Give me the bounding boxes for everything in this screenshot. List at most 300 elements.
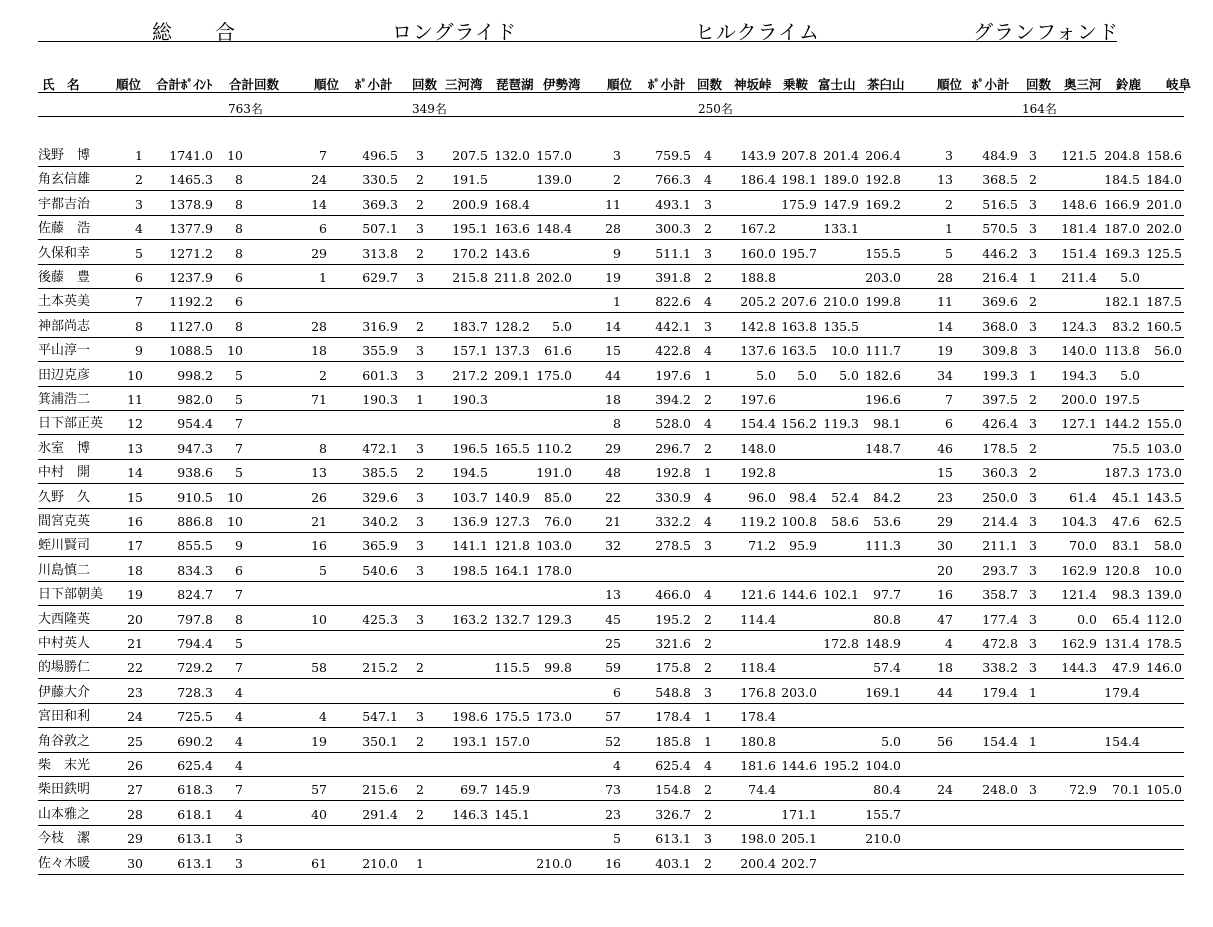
table-cell: 855.5 [177,538,213,553]
table-cell: 16 [605,856,621,871]
table-cell: 192.8 [655,465,691,480]
table-cell: 178.0 [536,563,572,578]
participant-name: 川島慎二 [38,563,91,578]
table-cell: 74.4 [748,782,776,797]
table-cell: 141.1 [452,538,488,553]
table-cell: 4 [704,294,712,309]
table-cell: 137.3 [494,343,530,358]
table-cell: 148.6 [1061,197,1097,212]
table-cell: 368.0 [982,319,1018,334]
table-cell: 13 [311,465,327,480]
table-cell: 211.4 [1061,270,1097,285]
table-cell: 113.8 [1104,343,1140,358]
table-cell: 332.2 [655,514,691,529]
overall-rank: 19 [127,587,143,602]
table-cell: 44 [937,685,953,700]
overall-rank: 26 [127,758,143,773]
table-cell: 330.5 [362,172,398,187]
participant-name: 宇都吉治 [38,197,91,212]
table-cell: 2 [704,392,712,407]
table-cell: 194.3 [1061,368,1097,383]
row-separator [38,288,1184,289]
table-cell: 201.4 [823,148,859,163]
table-cell: 104.0 [865,758,901,773]
table-cell: 7 [235,416,243,431]
row-separator [38,459,1184,460]
overall-rank: 2 [135,172,143,187]
table-cell: 199.3 [982,368,1018,383]
table-cell: 182.1 [1104,294,1140,309]
overall-rank: 11 [127,392,143,407]
table-cell: 44 [605,368,621,383]
table-cell: 11 [605,197,621,212]
column-header: 伊勢湾 [543,77,581,92]
row-separator [38,190,1184,191]
table-cell: 173.0 [536,709,572,724]
table-cell: 124.3 [1061,319,1097,334]
table-cell: 1088.5 [169,343,213,358]
table-cell: 204.8 [1104,148,1140,163]
table-cell: 119.3 [823,416,859,431]
row-separator [38,630,1184,631]
overall-rank: 13 [127,441,143,456]
table-cell: 6 [235,563,243,578]
table-cell: 192.8 [865,172,901,187]
table-cell: 163.5 [781,343,817,358]
table-cell: 625.4 [655,758,691,773]
table-cell: 102.1 [823,587,859,602]
participant-count: 763名 [228,102,263,116]
table-cell: 105.0 [1146,782,1182,797]
table-cell: 133.1 [823,221,859,236]
table-cell: 28 [311,319,327,334]
table-cell: 70.0 [1069,538,1097,553]
table-cell: 10 [227,514,243,529]
table-cell: 516.5 [982,197,1018,212]
table-cell: 29 [311,246,327,261]
table-cell: 146.0 [1146,660,1182,675]
overall-rank: 3 [135,197,143,212]
table-cell: 119.2 [740,514,776,529]
table-cell: 96.0 [748,490,776,505]
table-cell: 1192.2 [169,294,213,309]
table-cell: 794.4 [177,636,213,651]
table-cell: 3 [416,221,424,236]
table-cell: 1 [1029,734,1037,749]
table-cell: 80.8 [873,612,901,627]
table-cell: 728.3 [177,685,213,700]
overall-rank: 24 [127,709,143,724]
table-cell: 3 [1029,636,1037,651]
table-cell: 194.5 [452,465,488,480]
table-cell: 154.8 [655,782,691,797]
table-cell: 2 [1029,172,1037,187]
table-cell: 47.9 [1112,660,1140,675]
count-underline [38,116,1184,117]
table-cell: 75.5 [1112,441,1140,456]
table-cell: 83.1 [1112,538,1140,553]
table-cell: 5.0 [881,734,901,749]
table-cell: 625.4 [177,758,213,773]
table-cell: 128.2 [494,319,530,334]
table-cell: 147.9 [823,197,859,212]
overall-rank: 21 [127,636,143,651]
table-cell: 2 [416,172,424,187]
overall-rank: 30 [127,856,143,871]
table-cell: 2 [945,197,953,212]
table-cell: 177.4 [982,612,1018,627]
table-cell: 3 [416,490,424,505]
table-cell: 7 [319,148,327,163]
table-cell: 8 [235,612,243,627]
table-cell: 8 [235,246,243,261]
table-cell: 6 [235,270,243,285]
table-cell: 198.6 [452,709,488,724]
table-cell: 8 [319,441,327,456]
table-cell: 137.6 [740,343,776,358]
table-cell: 1 [704,734,712,749]
table-cell: 180.8 [740,734,776,749]
table-cell: 5.0 [839,368,859,383]
table-cell: 155.5 [865,246,901,261]
table-cell: 178.4 [740,709,776,724]
table-cell: 5 [235,392,243,407]
table-cell: 7 [235,782,243,797]
table-cell: 3 [416,612,424,627]
table-cell: 85.0 [544,490,572,505]
table-cell: 472.8 [982,636,1018,651]
table-cell: 58.0 [1154,538,1182,553]
column-header: 回数 [412,77,438,92]
table-cell: 3 [416,514,424,529]
table-cell: 2 [416,319,424,334]
table-cell: 216.4 [982,270,1018,285]
table-cell: 998.2 [177,368,213,383]
table-cell: 148.7 [865,441,901,456]
table-cell: 6 [235,294,243,309]
participant-name: 浅野 博 [38,148,91,163]
table-cell: 45 [605,612,621,627]
table-cell: 355.9 [362,343,398,358]
table-cell: 8 [235,319,243,334]
table-cell: 169.1 [865,685,901,700]
table-cell: 151.4 [1061,246,1097,261]
table-cell: 172.8 [823,636,859,651]
column-header: 乗鞍 [783,77,809,92]
table-cell: 195.2 [823,758,859,773]
table-cell: 154.4 [740,416,776,431]
table-cell: 4 [613,758,621,773]
table-cell: 132.0 [494,148,530,163]
table-cell: 1465.3 [169,172,213,187]
table-cell: 0.0 [1077,612,1097,627]
table-cell: 3 [945,148,953,163]
table-cell: 65.4 [1112,612,1140,627]
table-cell: 5.0 [1120,368,1140,383]
column-header: ﾎﾟ小計 [972,77,1010,92]
table-cell: 83.2 [1112,319,1140,334]
column-header: 順位 [937,77,963,92]
participant-name: 氷室 博 [38,441,91,456]
table-cell: 175.8 [655,660,691,675]
table-cell: 7 [235,441,243,456]
overall-rank: 29 [127,831,143,846]
table-cell: 329.6 [362,490,398,505]
overall-rank: 14 [127,465,143,480]
table-cell: 163.2 [452,612,488,627]
header-underline [38,92,1184,93]
table-cell: 144.3 [1061,660,1097,675]
table-cell: 403.1 [655,856,691,871]
overall-rank: 20 [127,612,143,627]
table-cell: 175.9 [781,197,817,212]
table-cell: 613.1 [655,831,691,846]
table-cell: 14 [311,197,327,212]
table-cell: 127.1 [1061,416,1097,431]
overall-rank: 22 [127,660,143,675]
table-cell: 1 [704,368,712,383]
table-cell: 114.4 [740,612,776,627]
column-header: 順位 [607,77,633,92]
table-cell: 3 [416,270,424,285]
table-cell: 143.6 [494,246,530,261]
participant-name: 土本英美 [38,294,91,309]
table-cell: 61.6 [544,343,572,358]
table-cell: 71 [311,392,327,407]
table-cell: 10.0 [831,343,859,358]
table-cell: 690.2 [177,734,213,749]
table-cell: 14 [605,319,621,334]
table-cell: 309.8 [982,343,1018,358]
table-cell: 358.7 [982,587,1018,602]
table-cell: 56 [937,734,953,749]
table-cell: 13 [937,172,953,187]
participant-name: 中村 開 [38,465,91,480]
table-cell: 8 [235,197,243,212]
participant-name: 平山淳一 [38,343,91,358]
overall-rank: 10 [127,368,143,383]
table-cell: 162.9 [1061,636,1097,651]
table-cell: 369.3 [362,197,398,212]
overall-rank: 28 [127,807,143,822]
participant-name: 中村英人 [38,636,91,651]
table-cell: 7 [945,392,953,407]
participant-name: 宮田和利 [38,709,91,724]
table-cell: 190.3 [452,392,488,407]
row-separator [38,166,1184,167]
table-cell: 160.0 [740,246,776,261]
table-cell: 1 [945,221,953,236]
table-cell: 76.0 [544,514,572,529]
table-cell: 3 [1029,587,1037,602]
table-cell: 2 [1029,441,1037,456]
table-cell: 547.1 [362,709,398,724]
table-cell: 886.8 [177,514,213,529]
row-separator [38,556,1184,557]
table-cell: 618.3 [177,782,213,797]
row-separator [38,703,1184,704]
table-cell: 191.5 [452,172,488,187]
table-cell: 2 [416,660,424,675]
table-cell: 73 [605,782,621,797]
column-header: 順位 [314,77,340,92]
participant-name: 箕浦浩二 [38,392,91,407]
table-cell: 34 [937,368,953,383]
table-cell: 58 [311,660,327,675]
table-cell: 7 [235,587,243,602]
table-cell: 442.1 [655,319,691,334]
table-cell: 2 [704,441,712,456]
table-cell: 613.1 [177,831,213,846]
row-separator [38,727,1184,728]
table-cell: 176.8 [740,685,776,700]
table-cell: 120.8 [1104,563,1140,578]
table-cell: 3 [416,148,424,163]
table-cell: 45.1 [1112,490,1140,505]
table-cell: 1378.9 [169,197,213,212]
table-cell: 3 [1029,660,1037,675]
table-cell: 80.4 [873,782,901,797]
participant-name: 間宮克英 [38,514,91,529]
table-cell: 198.1 [781,172,817,187]
table-cell: 528.0 [655,416,691,431]
table-cell: 190.3 [362,392,398,407]
table-cell: 71.2 [748,538,776,553]
table-cell: 178.5 [982,441,1018,456]
table-cell: 125.5 [1146,246,1182,261]
table-cell: 3 [416,709,424,724]
column-header: 氏 名 [42,77,80,92]
participant-name: 角玄信雄 [38,172,91,187]
table-cell: 10.0 [1154,563,1182,578]
table-cell: 155.0 [1146,416,1182,431]
table-cell: 182.6 [865,368,901,383]
column-header: 鈴鹿 [1116,77,1142,92]
table-cell: 196.6 [865,392,901,407]
table-cell: 202.7 [781,856,817,871]
table-cell: 18 [605,392,621,407]
table-cell: 187.5 [1146,294,1182,309]
table-cell: 2 [704,612,712,627]
table-cell: 169.3 [1104,246,1140,261]
overall-rank: 17 [127,538,143,553]
table-cell: 2 [416,197,424,212]
table-cell: 103.0 [1146,441,1182,456]
row-separator [38,800,1184,801]
table-cell: 144.6 [781,587,817,602]
table-cell: 189.0 [823,172,859,187]
overall-rank: 25 [127,734,143,749]
row-separator [38,337,1184,338]
table-cell: 121.4 [1061,587,1097,602]
table-cell: 618.1 [177,807,213,822]
table-cell: 28 [937,270,953,285]
table-cell: 196.5 [452,441,488,456]
table-cell: 1 [416,392,424,407]
table-cell: 103.0 [536,538,572,553]
table-cell: 3 [704,246,712,261]
overall-rank: 5 [135,246,143,261]
table-cell: 766.3 [655,172,691,187]
table-cell: 215.8 [452,270,488,285]
table-cell: 56.0 [1154,343,1182,358]
column-header: 富士山 [818,77,856,92]
table-cell: 368.5 [982,172,1018,187]
table-cell: 3 [416,343,424,358]
table-cell: 145.9 [494,782,530,797]
participant-name: 佐々木暖 [38,856,91,871]
table-cell: 175.0 [536,368,572,383]
table-cell: 57.4 [873,660,901,675]
table-cell: 29 [605,441,621,456]
table-cell: 472.1 [362,441,398,456]
table-cell: 601.3 [362,368,398,383]
section-title-overall: 総 合 [152,20,236,44]
table-cell: 23 [937,490,953,505]
row-separator [38,508,1184,509]
table-cell: 15 [605,343,621,358]
table-cell: 25 [605,636,621,651]
table-cell: 72.9 [1069,782,1097,797]
table-cell: 160.5 [1146,319,1182,334]
table-cell: 3 [1029,563,1037,578]
table-cell: 154.4 [982,734,1018,749]
table-cell: 198.5 [452,563,488,578]
table-cell: 70.1 [1112,782,1140,797]
table-cell: 369.6 [982,294,1018,309]
table-cell: 3 [704,685,712,700]
table-cell: 111.7 [865,343,901,358]
table-cell: 98.4 [789,490,817,505]
column-header: ﾎﾟ小計 [648,77,686,92]
table-cell: 570.5 [982,221,1018,236]
table-cell: 13 [605,587,621,602]
table-cell: 613.1 [177,856,213,871]
table-cell: 84.2 [873,490,901,505]
table-cell: 214.4 [982,514,1018,529]
column-header: 順位 [116,77,142,92]
table-cell: 2 [704,660,712,675]
row-separator [38,312,1184,313]
table-cell: 5 [319,563,327,578]
title-underline [38,41,1117,42]
table-cell: 340.2 [362,514,398,529]
table-cell: 3 [1029,514,1037,529]
participant-name: 久野 久 [38,490,91,505]
table-cell: 40 [311,807,327,822]
row-separator [38,386,1184,387]
table-cell: 2 [704,782,712,797]
participant-name: 大西隆英 [38,612,91,627]
table-cell: 203.0 [781,685,817,700]
participant-name: 角谷敦之 [38,734,91,749]
table-cell: 824.7 [177,587,213,602]
table-cell: 3 [235,856,243,871]
table-cell: 493.1 [655,197,691,212]
table-cell: 19 [605,270,621,285]
table-cell: 127.3 [494,514,530,529]
table-cell: 187.3 [1104,465,1140,480]
table-cell: 3 [1029,343,1037,358]
table-cell: 982.0 [177,392,213,407]
row-separator [38,410,1184,411]
row-separator [38,215,1184,216]
table-cell: 296.7 [655,441,691,456]
table-cell: 48 [605,465,621,480]
overall-rank: 18 [127,563,143,578]
table-cell: 154.4 [1104,734,1140,749]
table-cell: 1 [704,709,712,724]
